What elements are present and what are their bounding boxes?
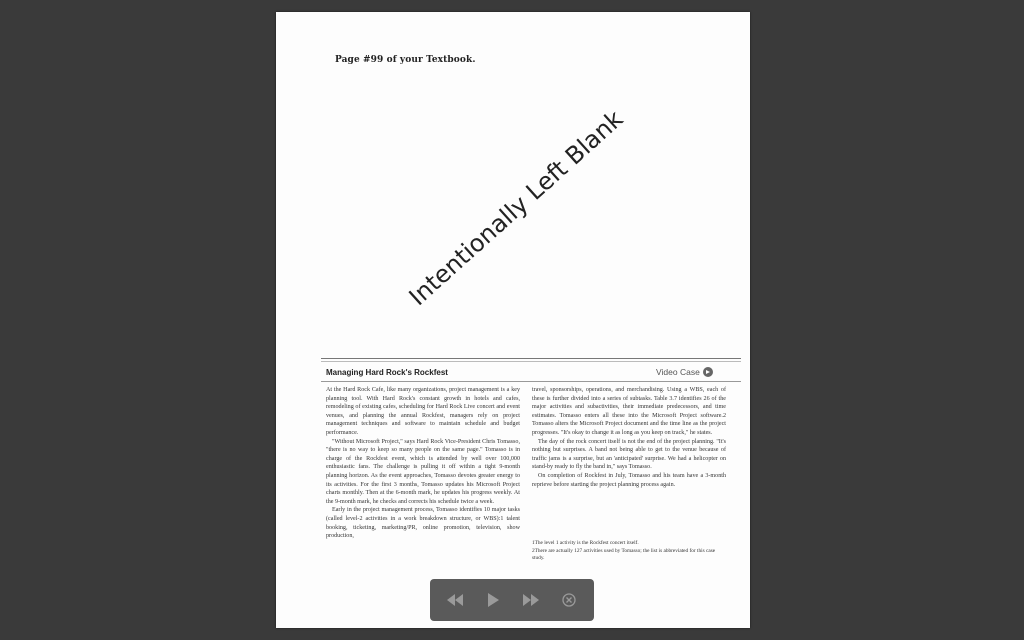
media-controls — [430, 579, 594, 621]
paragraph: At the Hard Rock Cafe, like many organizations, project management is a key planning tool. With Hard Rock's constant growth in hotels and cafes, remodeling of existing cafes, scheduling for Hard Rock Live concert and event venues, and planning the annual Rockfest, managers rely on project management techniques and software to maintain schedule and budget performance. — [326, 387, 520, 436]
rewind-icon — [445, 593, 465, 607]
case-column-left — [326, 386, 520, 541]
footnote: 2There are actually 127 activities used by Tomasso; the list is abbreviated for this case study. — [532, 547, 716, 561]
paragraph: "Without Microsoft Project," says Hard Rock Vice-President Chris Tomasso, "there is no way to keep so many people on the same page." Tomasso is in charge of the Rockfest event, which is attended by well over 100,000 enthusiastic fans. The challenge is pulling it off within a tight 9-month planning horizon. As the event approaches, Tomasso devotes greater energy to its activities. For the first 3 months, Tomasso updates his Microsoft Project charts monthly. Then at the 6-month mark, he updates his progress weekly. At the 9-month mark, he checks and corrects his schedule twice a week. — [326, 438, 520, 505]
document-page — [276, 12, 750, 628]
footnotes — [532, 540, 726, 563]
fast-forward-button[interactable] — [520, 589, 542, 611]
footnote: 1The level 1 activity is the Rockfest concert itself. — [532, 540, 639, 546]
page-header: Page #99 of your Textbook. — [335, 55, 476, 65]
fast-forward-icon — [521, 593, 541, 607]
case-column-right — [532, 386, 726, 489]
divider — [321, 381, 741, 382]
close-icon — [562, 593, 576, 607]
paragraph: Early in the project management process, Tomasso identifies 10 major tasks (called level-2 activities in a work breakdown structure, or WBS):1 talent booking, ticketing, marketing/PR, online promotion, television, show production, — [326, 507, 520, 540]
case-title: Managing Hard Rock's Rockfest — [326, 368, 448, 377]
watermark-text: Intentionally Left Blank — [403, 104, 629, 312]
paragraph: On completion of Rockfest in July, Tomasso and his team have a 3-month reprieve before starting the project planning process again. — [532, 472, 726, 488]
rewind-button[interactable] — [444, 589, 466, 611]
divider — [321, 358, 741, 359]
paragraph: The day of the rock concert itself is not the end of the project planning. "It's nothing but surprises. A band not being able to get to the venue because of traffic jams is a surprise, but an 'anticipated' surprise. We had a helicopter on stand-by ready to fly the band in," says Tomasso. — [532, 438, 726, 471]
close-button[interactable] — [558, 589, 580, 611]
video-case-label — [656, 367, 713, 377]
divider — [321, 361, 741, 362]
paragraph: travel, sponsorships, operations, and merchandising. Using a WBS, each of these is further divided into a series of subtasks. Table 3.7 identifies 26 of the major activities and subactivities, their immediate predecessors, and time estimates. Tomasso enters all these into the Microsoft Project software.2 Tomasso alters the Microsoft Project document and the time line as the project progresses. "It's okay to change it as long as you keep on track," he states. — [532, 387, 726, 436]
video-play-icon — [703, 367, 713, 377]
play-icon — [486, 592, 500, 608]
play-button[interactable] — [482, 589, 504, 611]
video-case-text: Video Case — [656, 367, 700, 377]
